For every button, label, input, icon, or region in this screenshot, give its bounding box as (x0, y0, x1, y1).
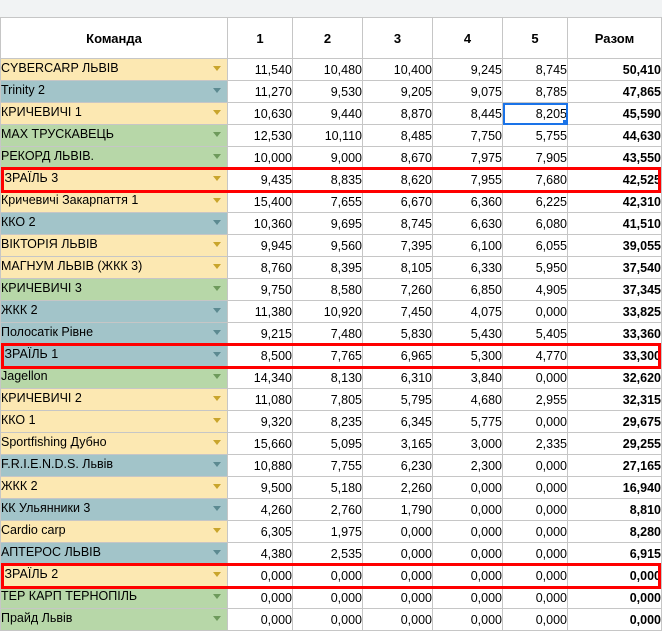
stage-3-cell[interactable]: 8,485 (363, 125, 433, 147)
stage-4-cell[interactable]: 6,850 (433, 279, 503, 301)
team-name: КРИЧЕВИЧІ 1 (1, 105, 82, 119)
stage-5-cell[interactable]: 6,055 (503, 235, 568, 257)
dropdown-arrow-icon[interactable] (213, 572, 221, 577)
team-name: Cardio carp (1, 523, 66, 537)
stage-4-cell[interactable]: 5,775 (433, 411, 503, 433)
stage-4-cell[interactable]: 2,300 (433, 455, 503, 477)
team-name: ІЗРАЇЛЬ 1 (1, 347, 59, 361)
stage-4-cell[interactable]: 0,000 (433, 499, 503, 521)
table-row (1, 411, 662, 433)
stage-3-cell[interactable]: 5,830 (363, 323, 433, 345)
team-name: Кричевичі Закарпаття 1 (1, 193, 139, 207)
team-dropdown-cell[interactable] (1, 609, 228, 631)
stage-2-cell[interactable]: 5,180 (293, 477, 363, 499)
team-name: МАГНУМ ЛЬВІВ (ЖКК 3) (1, 259, 143, 273)
stage-5-cell[interactable]: 8,205 (503, 103, 568, 125)
stage-5-cell[interactable]: 6,080 (503, 213, 568, 235)
stage-2-cell[interactable]: 2,535 (293, 543, 363, 565)
team-dropdown-cell[interactable] (1, 521, 228, 543)
total-cell[interactable]: 0,000 (568, 609, 662, 631)
table-row (1, 147, 662, 169)
stage-5-cell[interactable]: 5,950 (503, 257, 568, 279)
total-cell[interactable]: 41,510 (568, 213, 662, 235)
dropdown-arrow-icon[interactable] (213, 462, 221, 467)
dropdown-arrow-icon[interactable] (213, 484, 221, 489)
stage-4-cell[interactable]: 6,330 (433, 257, 503, 279)
team-name: Jagellon (1, 369, 48, 383)
stage-3-cell[interactable]: 6,230 (363, 455, 433, 477)
stage-2-cell[interactable]: 5,095 (293, 433, 363, 455)
stage-3-cell[interactable]: 6,345 (363, 411, 433, 433)
table-row (1, 59, 662, 81)
dropdown-arrow-icon[interactable] (213, 374, 221, 379)
dropdown-arrow-icon[interactable] (213, 286, 221, 291)
team-dropdown-cell[interactable] (1, 59, 228, 81)
table-row (1, 455, 662, 477)
stage-2-cell[interactable]: 9,560 (293, 235, 363, 257)
stage-5-cell[interactable]: 6,225 (503, 191, 568, 213)
stage-2-cell[interactable]: 7,480 (293, 323, 363, 345)
stage-1-cell[interactable]: 9,945 (228, 235, 293, 257)
stage-4-cell[interactable]: 0,000 (433, 609, 503, 631)
team-dropdown-cell[interactable] (1, 433, 228, 455)
stage-3-cell[interactable]: 8,745 (363, 213, 433, 235)
dropdown-arrow-icon[interactable] (213, 66, 221, 71)
stage-4-cell[interactable]: 6,360 (433, 191, 503, 213)
team-name: ТЕР КАРП ТЕРНОПІЛЬ (1, 589, 138, 603)
total-cell[interactable]: 50,410 (568, 59, 662, 81)
stage-5-cell[interactable]: 8,745 (503, 59, 568, 81)
stage-1-cell[interactable]: 11,380 (228, 301, 293, 323)
results-table (0, 17, 662, 631)
stage-5-cell[interactable]: 4,905 (503, 279, 568, 301)
stage-1-cell[interactable]: 0,000 (228, 565, 293, 587)
header-row (1, 18, 662, 59)
team-name: ІЗРАЇЛЬ 2 (1, 567, 59, 581)
stage-5-cell[interactable]: 0,000 (503, 521, 568, 543)
stage-1-cell[interactable]: 15,400 (228, 191, 293, 213)
total-cell[interactable]: 16,940 (568, 477, 662, 499)
team-name: АПТЕРОС ЛЬВІВ (1, 545, 101, 559)
stage-5-cell[interactable]: 0,000 (503, 609, 568, 631)
stage-3-cell[interactable]: 8,105 (363, 257, 433, 279)
stage-5-cell[interactable]: 2,955 (503, 389, 568, 411)
header-stage-2[interactable]: 2 (293, 18, 363, 59)
stage-3-cell[interactable]: 6,310 (363, 367, 433, 389)
dropdown-arrow-icon[interactable] (213, 110, 221, 115)
dropdown-arrow-icon[interactable] (213, 154, 221, 159)
table-row (1, 587, 662, 609)
stage-2-cell[interactable]: 2,760 (293, 499, 363, 521)
stage-4-cell[interactable]: 0,000 (433, 565, 503, 587)
team-name: CYBERCARP ЛЬВІВ (1, 61, 119, 75)
dropdown-arrow-icon[interactable] (213, 396, 221, 401)
team-name: MAX ТРУСКАВЕЦЬ (1, 127, 114, 141)
total-cell[interactable]: 0,000 (568, 565, 662, 587)
stage-2-cell[interactable]: 7,765 (293, 345, 363, 367)
team-dropdown-cell[interactable] (1, 543, 228, 565)
stage-4-cell[interactable]: 5,430 (433, 323, 503, 345)
total-cell[interactable]: 8,810 (568, 499, 662, 521)
stage-2-cell[interactable]: 8,235 (293, 411, 363, 433)
team-dropdown-cell[interactable] (1, 345, 228, 367)
total-cell[interactable]: 42,310 (568, 191, 662, 213)
stage-3-cell[interactable]: 0,000 (363, 521, 433, 543)
total-cell[interactable]: 44,630 (568, 125, 662, 147)
stage-2-cell[interactable]: 7,755 (293, 455, 363, 477)
total-cell[interactable]: 39,055 (568, 235, 662, 257)
team-dropdown-cell[interactable] (1, 103, 228, 125)
dropdown-arrow-icon[interactable] (213, 550, 221, 555)
stage-5-cell[interactable]: 0,000 (503, 565, 568, 587)
team-name: Trinity 2 (1, 83, 45, 97)
header-total[interactable]: Разом (568, 18, 662, 59)
stage-2-cell[interactable]: 9,440 (293, 103, 363, 125)
table-row (1, 565, 662, 587)
table-row (1, 103, 662, 125)
stage-5-cell[interactable]: 2,335 (503, 433, 568, 455)
dropdown-arrow-icon[interactable] (213, 418, 221, 423)
team-name: Прайд Львів (1, 611, 73, 625)
team-dropdown-cell[interactable] (1, 191, 228, 213)
table-row (1, 323, 662, 345)
stage-1-cell[interactable]: 15,660 (228, 433, 293, 455)
team-dropdown-cell[interactable] (1, 235, 228, 257)
team-dropdown-cell[interactable] (1, 455, 228, 477)
team-dropdown-cell[interactable] (1, 81, 228, 103)
stage-3-cell[interactable]: 6,670 (363, 191, 433, 213)
team-dropdown-cell[interactable] (1, 257, 228, 279)
stage-1-cell[interactable]: 11,270 (228, 81, 293, 103)
stage-4-cell[interactable]: 7,750 (433, 125, 503, 147)
stage-2-cell[interactable]: 10,480 (293, 59, 363, 81)
stage-3-cell[interactable]: 0,000 (363, 587, 433, 609)
total-cell[interactable]: 6,915 (568, 543, 662, 565)
stage-4-cell[interactable]: 0,000 (433, 477, 503, 499)
stage-1-cell[interactable]: 14,340 (228, 367, 293, 389)
stage-1-cell[interactable]: 12,530 (228, 125, 293, 147)
stage-3-cell[interactable]: 8,870 (363, 103, 433, 125)
team-name: Sportfishing Дубно (1, 435, 107, 449)
stage-3-cell[interactable]: 6,965 (363, 345, 433, 367)
team-dropdown-cell[interactable] (1, 587, 228, 609)
stage-4-cell[interactable]: 7,955 (433, 169, 503, 191)
stage-4-cell[interactable]: 3,000 (433, 433, 503, 455)
team-name: КРИЧЕВИЧІ 2 (1, 391, 82, 405)
dropdown-arrow-icon[interactable] (213, 594, 221, 599)
stage-4-cell[interactable]: 7,975 (433, 147, 503, 169)
stage-5-cell[interactable]: 0,000 (503, 411, 568, 433)
stage-3-cell[interactable]: 3,165 (363, 433, 433, 455)
stage-3-cell[interactable]: 7,450 (363, 301, 433, 323)
stage-2-cell[interactable]: 1,975 (293, 521, 363, 543)
table-row (1, 609, 662, 631)
table-row (1, 521, 662, 543)
header-team[interactable]: Команда (1, 18, 228, 59)
stage-1-cell[interactable]: 0,000 (228, 587, 293, 609)
stage-1-cell[interactable]: 8,760 (228, 257, 293, 279)
team-dropdown-cell[interactable] (1, 147, 228, 169)
team-dropdown-cell[interactable] (1, 389, 228, 411)
team-dropdown-cell[interactable] (1, 367, 228, 389)
stage-1-cell[interactable]: 4,260 (228, 499, 293, 521)
dropdown-arrow-icon[interactable] (213, 308, 221, 313)
stage-3-cell[interactable]: 2,260 (363, 477, 433, 499)
stage-1-cell[interactable]: 0,000 (228, 609, 293, 631)
stage-3-cell[interactable]: 8,620 (363, 169, 433, 191)
stage-1-cell[interactable]: 10,630 (228, 103, 293, 125)
team-name: ЖКК 2 (1, 479, 38, 493)
stage-1-cell[interactable]: 11,540 (228, 59, 293, 81)
team-name: Полосатік Рівне (1, 325, 94, 339)
stage-1-cell[interactable]: 10,000 (228, 147, 293, 169)
team-name: F.R.I.E.N.D.S. Львів (1, 457, 114, 471)
header-stage-4[interactable]: 4 (433, 18, 503, 59)
team-name: КРИЧЕВИЧІ 3 (1, 281, 82, 295)
dropdown-arrow-icon[interactable] (213, 88, 221, 93)
total-cell[interactable]: 37,540 (568, 257, 662, 279)
dropdown-arrow-icon[interactable] (213, 440, 221, 445)
dropdown-arrow-icon[interactable] (213, 330, 221, 335)
team-name: КК Ульянники 3 (1, 501, 91, 515)
table-row (1, 477, 662, 499)
dropdown-arrow-icon[interactable] (213, 506, 221, 511)
table-row (1, 213, 662, 235)
stage-1-cell[interactable]: 10,880 (228, 455, 293, 477)
total-cell[interactable]: 43,550 (568, 147, 662, 169)
team-dropdown-cell[interactable] (1, 477, 228, 499)
stage-2-cell[interactable]: 10,920 (293, 301, 363, 323)
stage-4-cell[interactable]: 3,840 (433, 367, 503, 389)
stage-2-cell[interactable]: 10,110 (293, 125, 363, 147)
table-row (1, 389, 662, 411)
team-dropdown-cell[interactable] (1, 499, 228, 521)
stage-4-cell[interactable]: 0,000 (433, 587, 503, 609)
team-dropdown-cell[interactable] (1, 323, 228, 345)
stage-5-cell[interactable]: 0,000 (503, 367, 568, 389)
stage-4-cell[interactable]: 4,680 (433, 389, 503, 411)
dropdown-arrow-icon[interactable] (213, 528, 221, 533)
stage-5-cell[interactable]: 7,905 (503, 147, 568, 169)
table-row (1, 499, 662, 521)
header-stage-1[interactable]: 1 (228, 18, 293, 59)
stage-5-cell[interactable]: 0,000 (503, 477, 568, 499)
table-row (1, 345, 662, 367)
stage-1-cell[interactable]: 9,320 (228, 411, 293, 433)
stage-5-cell[interactable]: 8,785 (503, 81, 568, 103)
stage-5-cell[interactable]: 0,000 (503, 543, 568, 565)
dropdown-arrow-icon[interactable] (213, 176, 221, 181)
team-name: ККО 2 (1, 215, 36, 229)
stage-2-cell[interactable]: 8,580 (293, 279, 363, 301)
table-row (1, 367, 662, 389)
team-dropdown-cell[interactable] (1, 213, 228, 235)
dropdown-arrow-icon[interactable] (213, 198, 221, 203)
stage-4-cell[interactable]: 5,300 (433, 345, 503, 367)
dropdown-arrow-icon[interactable] (213, 220, 221, 225)
stage-3-cell[interactable]: 0,000 (363, 543, 433, 565)
stage-2-cell[interactable]: 0,000 (293, 565, 363, 587)
stage-2-cell[interactable]: 7,805 (293, 389, 363, 411)
stage-4-cell[interactable]: 8,445 (433, 103, 503, 125)
total-cell[interactable]: 32,315 (568, 389, 662, 411)
team-name: ККО 1 (1, 413, 36, 427)
stage-1-cell[interactable]: 11,080 (228, 389, 293, 411)
stage-2-cell[interactable]: 8,395 (293, 257, 363, 279)
total-cell[interactable]: 45,590 (568, 103, 662, 125)
stage-2-cell[interactable]: 7,655 (293, 191, 363, 213)
stage-2-cell[interactable]: 9,000 (293, 147, 363, 169)
header-stage-3[interactable]: 3 (363, 18, 433, 59)
spreadsheet-top-bar (0, 0, 662, 18)
stage-1-cell[interactable]: 9,215 (228, 323, 293, 345)
team-dropdown-cell[interactable] (1, 301, 228, 323)
team-dropdown-cell[interactable] (1, 565, 228, 587)
table-row (1, 257, 662, 279)
stage-1-cell[interactable]: 8,500 (228, 345, 293, 367)
total-cell[interactable]: 42,525 (568, 169, 662, 191)
stage-3-cell[interactable]: 10,400 (363, 59, 433, 81)
stage-3-cell[interactable]: 9,205 (363, 81, 433, 103)
stage-3-cell[interactable]: 7,395 (363, 235, 433, 257)
team-name: ІЗРАЇЛЬ 3 (1, 171, 59, 185)
total-cell[interactable]: 29,675 (568, 411, 662, 433)
total-cell[interactable]: 37,345 (568, 279, 662, 301)
table-row (1, 169, 662, 191)
team-name: ВІКТОРІЯ ЛЬВІВ (1, 237, 98, 251)
total-cell[interactable]: 0,000 (568, 587, 662, 609)
team-dropdown-cell[interactable] (1, 169, 228, 191)
stage-3-cell[interactable]: 1,790 (363, 499, 433, 521)
table-row (1, 279, 662, 301)
stage-4-cell[interactable]: 9,075 (433, 81, 503, 103)
total-cell[interactable]: 8,280 (568, 521, 662, 543)
stage-2-cell[interactable]: 0,000 (293, 587, 363, 609)
stage-3-cell[interactable]: 5,795 (363, 389, 433, 411)
stage-5-cell[interactable]: 4,770 (503, 345, 568, 367)
total-cell[interactable]: 33,360 (568, 323, 662, 345)
total-cell[interactable]: 29,255 (568, 433, 662, 455)
stage-5-cell[interactable]: 0,000 (503, 455, 568, 477)
stage-4-cell[interactable]: 0,000 (433, 543, 503, 565)
stage-1-cell[interactable]: 9,500 (228, 477, 293, 499)
stage-3-cell[interactable]: 8,670 (363, 147, 433, 169)
table-row (1, 125, 662, 147)
table-row (1, 191, 662, 213)
table-row (1, 81, 662, 103)
stage-2-cell[interactable]: 0,000 (293, 609, 363, 631)
stage-1-cell[interactable]: 9,435 (228, 169, 293, 191)
stage-2-cell[interactable]: 9,695 (293, 213, 363, 235)
stage-4-cell[interactable]: 6,630 (433, 213, 503, 235)
stage-5-cell[interactable]: 5,405 (503, 323, 568, 345)
stage-1-cell[interactable]: 10,360 (228, 213, 293, 235)
stage-3-cell[interactable]: 0,000 (363, 565, 433, 587)
table-row (1, 543, 662, 565)
stage-2-cell[interactable]: 9,530 (293, 81, 363, 103)
stage-1-cell[interactable]: 6,305 (228, 521, 293, 543)
stage-1-cell[interactable]: 9,750 (228, 279, 293, 301)
header-stage-5[interactable]: 5 (503, 18, 568, 59)
team-dropdown-cell[interactable] (1, 279, 228, 301)
stage-5-cell[interactable]: 0,000 (503, 499, 568, 521)
dropdown-arrow-icon[interactable] (213, 242, 221, 247)
dropdown-arrow-icon[interactable] (213, 264, 221, 269)
table-row (1, 235, 662, 257)
total-cell[interactable]: 33,300 (568, 345, 662, 367)
stage-2-cell[interactable]: 8,835 (293, 169, 363, 191)
stage-5-cell[interactable]: 5,755 (503, 125, 568, 147)
team-name: РЕКОРД ЛЬВІВ. (1, 149, 95, 163)
stage-5-cell[interactable]: 7,680 (503, 169, 568, 191)
stage-4-cell[interactable]: 9,245 (433, 59, 503, 81)
stage-4-cell[interactable]: 6,100 (433, 235, 503, 257)
stage-3-cell[interactable]: 7,260 (363, 279, 433, 301)
stage-1-cell[interactable]: 4,380 (228, 543, 293, 565)
table-row (1, 433, 662, 455)
table-row (1, 301, 662, 323)
team-dropdown-cell[interactable] (1, 411, 228, 433)
stage-5-cell[interactable]: 0,000 (503, 301, 568, 323)
stage-2-cell[interactable]: 8,130 (293, 367, 363, 389)
stage-4-cell[interactable]: 4,075 (433, 301, 503, 323)
total-cell[interactable]: 32,620 (568, 367, 662, 389)
stage-5-cell[interactable]: 0,000 (503, 587, 568, 609)
total-cell[interactable]: 27,165 (568, 455, 662, 477)
team-dropdown-cell[interactable] (1, 125, 228, 147)
stage-3-cell[interactable]: 0,000 (363, 609, 433, 631)
dropdown-arrow-icon[interactable] (213, 132, 221, 137)
total-cell[interactable]: 47,865 (568, 81, 662, 103)
team-name: ЖКК 2 (1, 303, 38, 317)
dropdown-arrow-icon[interactable] (213, 616, 221, 621)
total-cell[interactable]: 33,825 (568, 301, 662, 323)
dropdown-arrow-icon[interactable] (213, 352, 221, 357)
stage-4-cell[interactable]: 0,000 (433, 521, 503, 543)
